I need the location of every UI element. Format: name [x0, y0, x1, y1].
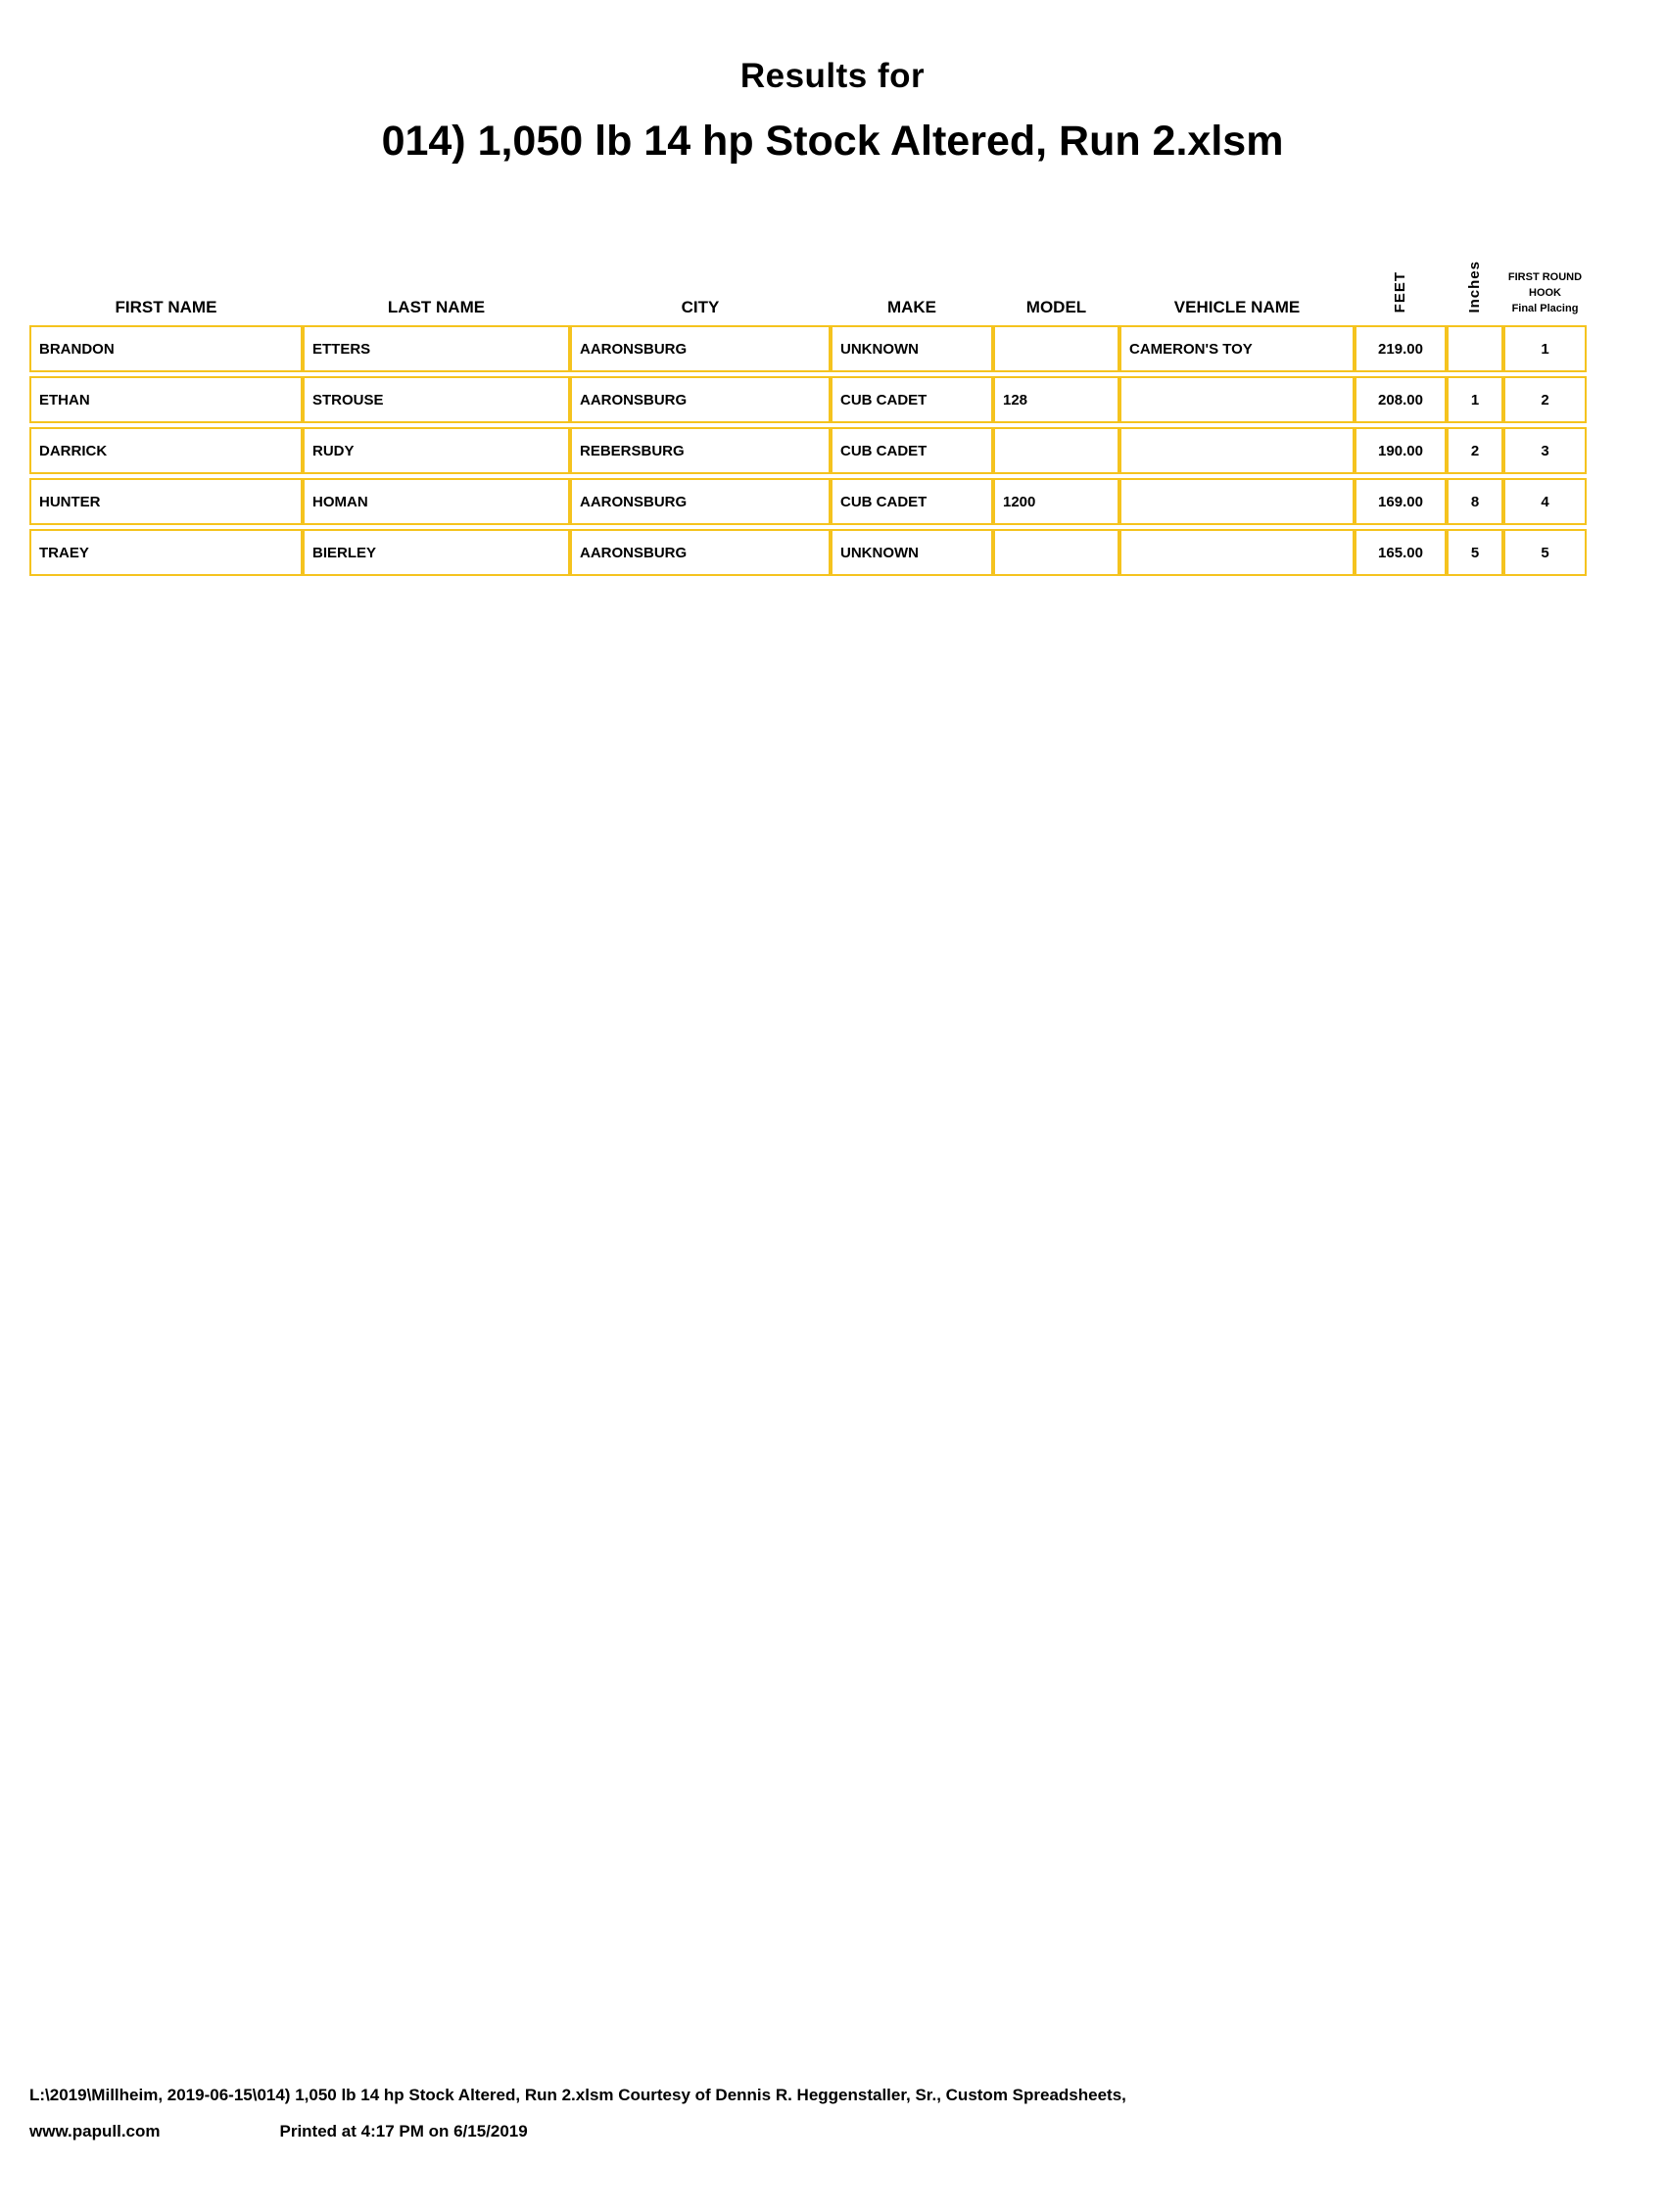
table-cell-model	[993, 325, 1119, 372]
column-header-line: Final Placing	[1511, 303, 1579, 315]
table-cell-vehicle_name	[1119, 427, 1355, 474]
table-row	[29, 478, 1587, 525]
table-cell-last_name: BIERLEY	[303, 529, 570, 576]
table-cell-vehicle_name: CAMERON'S TOY	[1119, 325, 1355, 372]
column-header-placing	[1503, 270, 1587, 317]
table-cell-inches: 2	[1447, 427, 1503, 474]
table-cell-make: CUB CADET	[831, 427, 993, 474]
table-cell-make: UNKNOWN	[831, 529, 993, 576]
table-cell-last_name: RUDY	[303, 427, 570, 474]
table-cell-first_name: BRANDON	[29, 325, 303, 372]
table-row	[29, 529, 1587, 576]
footer-printed-timestamp: Printed at 4:17 PM on 6/15/2019	[279, 2122, 528, 2140]
table-cell-vehicle_name	[1119, 529, 1355, 576]
footer-file-path: L:\2019\Millheim, 2019-06-15\014) 1,050 lb 14 hp Stock Altered, Run 2.xlsm Courtesy of Dennis R. Heggenstaller, Sr., Custom Spreadsheets,	[29, 2086, 1126, 2104]
page-subtitle: 014) 1,050 lb 14 hp Stock Altered, Run 2.xlsm	[381, 118, 1284, 165]
table-cell-placing: 1	[1503, 325, 1587, 372]
table-cell-model	[993, 529, 1119, 576]
table-cell-last_name: ETTERS	[303, 325, 570, 372]
table-cell-model	[993, 427, 1119, 474]
page-title: Results for	[739, 57, 926, 95]
table-cell-make: UNKNOWN	[831, 325, 993, 372]
table-cell-placing: 5	[1503, 529, 1587, 576]
table-body	[29, 325, 1587, 576]
table-cell-feet: 165.00	[1355, 529, 1447, 576]
rotated-header-label-inches: Inches	[1465, 260, 1483, 313]
column-header-line: HOOK	[1529, 287, 1561, 300]
table-cell-city: AARONSBURG	[570, 325, 831, 372]
header-row	[29, 216, 1587, 325]
table-cell-feet: 208.00	[1355, 376, 1447, 423]
table-cell-model: 1200	[993, 478, 1119, 525]
table-cell-inches: 1	[1447, 376, 1503, 423]
table-cell-first_name: DARRICK	[29, 427, 303, 474]
table-cell-last_name: HOMAN	[303, 478, 570, 525]
results-table	[29, 216, 1587, 580]
results-report-page	[0, 57, 1665, 2140]
table-cell-feet: 219.00	[1355, 325, 1447, 372]
table-cell-vehicle_name	[1119, 376, 1355, 423]
footer	[29, 2087, 1126, 2140]
table-cell-inches: 5	[1447, 529, 1503, 576]
column-header-city: CITY	[681, 298, 720, 317]
rotated-header-label-feet: FEET	[1391, 270, 1408, 313]
table-cell-first_name: ETHAN	[29, 376, 303, 423]
column-header-last_name: LAST NAME	[387, 298, 486, 317]
table-cell-placing: 2	[1503, 376, 1587, 423]
column-header-feet	[1355, 269, 1447, 317]
table-cell-placing: 4	[1503, 478, 1587, 525]
table-cell-inches	[1447, 325, 1503, 372]
table-cell-inches: 8	[1447, 478, 1503, 525]
table-cell-vehicle_name	[1119, 478, 1355, 525]
table-cell-model: 128	[993, 376, 1119, 423]
table-cell-first_name: HUNTER	[29, 478, 303, 525]
table-cell-first_name: TRAEY	[29, 529, 303, 576]
footer-website: www.papull.com	[29, 2122, 161, 2140]
footer-line2	[29, 2123, 1126, 2140]
table-cell-feet: 190.00	[1355, 427, 1447, 474]
table-cell-feet: 169.00	[1355, 478, 1447, 525]
table-cell-city: AARONSBURG	[570, 529, 831, 576]
table-row	[29, 427, 1587, 474]
column-header-make: MAKE	[886, 298, 937, 317]
table-cell-city: REBERSBURG	[570, 427, 831, 474]
table-cell-make: CUB CADET	[831, 478, 993, 525]
column-header-vehicle_name: VEHICLE NAME	[1173, 298, 1301, 317]
column-header-model: MODEL	[1025, 298, 1087, 317]
column-header-line: FIRST ROUND	[1507, 271, 1583, 284]
table-cell-placing: 3	[1503, 427, 1587, 474]
table-cell-make: CUB CADET	[831, 376, 993, 423]
table-cell-city: AARONSBURG	[570, 376, 831, 423]
column-header-inches	[1447, 259, 1503, 317]
table-cell-last_name: STROUSE	[303, 376, 570, 423]
table-row	[29, 325, 1587, 372]
table-cell-city: AARONSBURG	[570, 478, 831, 525]
column-header-first_name: FIRST NAME	[115, 298, 217, 317]
table-row	[29, 376, 1587, 423]
